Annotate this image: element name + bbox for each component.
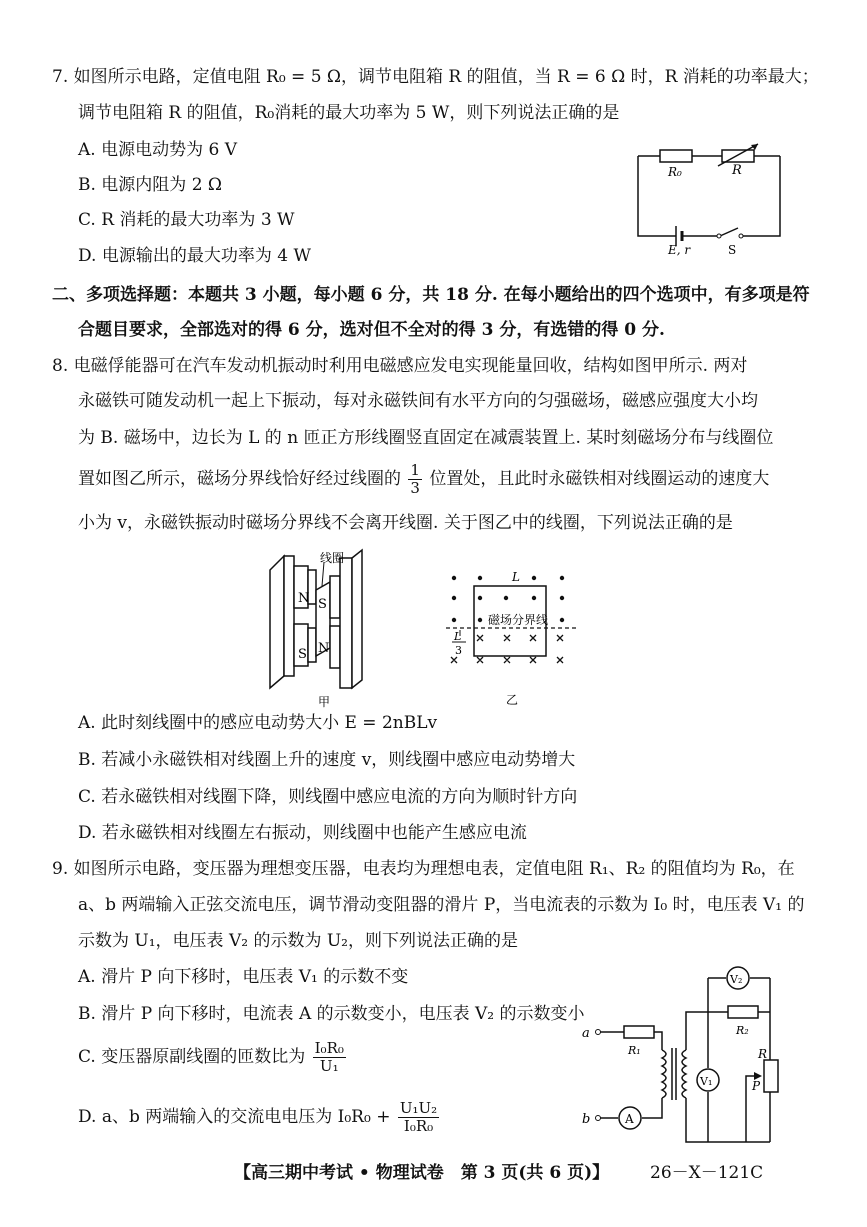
q9-fig-r1-label: R₁ bbox=[628, 1044, 641, 1057]
q7-option-c: C. R 消耗的最大功率为 3 W bbox=[78, 210, 295, 230]
q7-stem-line1: 7. 如图所示电路，定值电阻 R₀ = 5 Ω，调节电阻箱 R 的阻值，当 R = 6 Ω 时，R 消耗的功率最大； bbox=[52, 67, 819, 87]
q7-option-a: A. 电源电动势为 6 V bbox=[78, 140, 237, 160]
q7-stem-line2: 调节电阻箱 R 的阻值，R₀消耗的最大功率为 5 W，则下列说法正确的是 bbox=[78, 103, 620, 123]
q7-option-d: D. 电源输出的最大功率为 4 W bbox=[78, 246, 311, 266]
q8-fig-s-label-top: S bbox=[318, 597, 327, 612]
section2-instructions-line2: 合题目要求，全部选对的得 6 分，选对但不全对的得 3 分，有选错的得 0 分. bbox=[78, 320, 665, 340]
q9-fig-a-terminal: a bbox=[582, 1026, 590, 1041]
q8-stem-line4-part2: 位置处，且此时永磁铁相对线圈运动的速度大 bbox=[429, 469, 770, 489]
q8-figure-jia bbox=[258, 548, 398, 710]
q8-fig-third-num: L bbox=[454, 630, 462, 643]
q9-fig-r-label: R bbox=[758, 1047, 768, 1061]
q8-option-b: B. 若减小永磁铁相对线圈上升的速度 v，则线圈中感应电动势增大 bbox=[78, 750, 576, 770]
q9-fig-v1-meter: V₁ bbox=[700, 1075, 713, 1088]
q8-stem-line5: 小为 v，永磁铁振动时磁场分界线不会离开线圈. 关于图乙中的线圈，下列说法正确的是 bbox=[78, 513, 733, 533]
q7-circuit-diagram bbox=[630, 138, 790, 256]
q8-stem-line1: 8. 电磁俘能器可在汽车发动机振动时利用电磁感应发电实现能量回收，结构如图甲所示. 两对 bbox=[52, 356, 748, 376]
section2-instructions-line1: 二、多项选择题：本题共 3 小题，每小题 6 分，共 18 分. 在每小题给出的四个选项中，有多项是符 bbox=[52, 285, 810, 305]
q9-fig-b-terminal: b bbox=[582, 1112, 591, 1127]
q8-fig-boundary-label: 磁场分界线 bbox=[488, 613, 549, 627]
q8-fig-coil-label: 线圈 bbox=[320, 551, 345, 565]
q9-fig-r2-label: R₂ bbox=[736, 1024, 749, 1037]
q8-stem-line2: 永磁铁可随发动机一起上下振动，每对永磁铁间有水平方向的匀强磁场，磁感应强度大小均 bbox=[78, 391, 758, 411]
q9-option-b: B. 滑片 P 向下移时，电流表 A 的示数变小，电压表 V₂ 的示数变小 bbox=[78, 1004, 585, 1024]
q8-fig-n-label-top: N bbox=[298, 591, 310, 606]
q9-option-c-numerator: I₀R₀ bbox=[314, 1039, 344, 1057]
page-footer-code: 26－X－121C bbox=[650, 1163, 764, 1183]
q8-fraction-denominator: 3 bbox=[410, 479, 420, 497]
q9-option-c-text: C. 变压器原副线圈的匝数比为 bbox=[78, 1047, 306, 1067]
q8-fig-n-label-bottom: N bbox=[318, 641, 330, 656]
q8-fig-s-label-bottom: S bbox=[298, 647, 307, 662]
q8-fig-side-length-label: L bbox=[512, 570, 520, 584]
q7-option-b: B. 电源内阻为 2 Ω bbox=[78, 175, 223, 195]
q8-one-third-fraction bbox=[408, 462, 422, 497]
q9-fig-v2-meter: V₂ bbox=[730, 973, 743, 986]
q8-stem-line3: 为 B. 磁场中，边长为 L 的 n 匝正方形线圈竖直固定在减震装置上. 某时刻磁场分布与线圈位 bbox=[78, 428, 774, 448]
q8-stem-line4 bbox=[78, 462, 769, 497]
q9-option-d bbox=[78, 1100, 441, 1135]
q9-option-c-fraction bbox=[313, 1040, 346, 1075]
q8-figure-yi bbox=[444, 568, 580, 708]
q9-option-c-denominator: U₁ bbox=[319, 1057, 339, 1075]
q7-fig-r-label: R bbox=[732, 163, 742, 178]
q8-fig-third-den: 3 bbox=[455, 644, 462, 657]
q9-stem-line2: a、b 两端输入正弦交流电压，调节滑动变阻器的滑片 P，当电流表的示数为 I₀ 时，电压表 V₁ 的 bbox=[78, 895, 805, 915]
q7-fig-r0-label: R₀ bbox=[668, 165, 682, 179]
q9-option-a: A. 滑片 P 向下移时，电压表 V₁ 的示数不变 bbox=[78, 967, 409, 987]
q7-fig-s-label: S bbox=[728, 243, 737, 256]
q8-option-d: D. 若永磁铁相对线圈左右振动，则线圈中也能产生感应电流 bbox=[78, 823, 527, 843]
q8-fig-jia-caption: 甲 bbox=[318, 695, 331, 709]
q9-option-d-fraction bbox=[398, 1100, 439, 1135]
q9-stem-line1: 9. 如图所示电路，变压器为理想变压器，电表均为理想电表，定值电阻 R₁、R₂ 的阻值均为 R₀，在 bbox=[52, 859, 795, 879]
q9-option-d-text: D. a、b 两端输入的交流电电压为 I₀R₀ + bbox=[78, 1107, 391, 1127]
q8-fig-yi-caption: 乙 bbox=[506, 693, 519, 707]
q8-option-c: C. 若永磁铁相对线圈下降，则线圈中感应电流的方向为顺时针方向 bbox=[78, 787, 578, 807]
q8-stem-line4-part1: 置如图乙所示，磁场分界线恰好经过线圈的 bbox=[78, 469, 401, 489]
q8-fraction-numerator: 1 bbox=[410, 461, 420, 479]
q9-option-d-denominator: I₀R₀ bbox=[403, 1117, 434, 1135]
q9-circuit-diagram bbox=[572, 962, 794, 1150]
q8-option-a: A. 此时刻线圈中的感应电动势大小 E = 2nBLv bbox=[78, 713, 438, 733]
q9-option-d-numerator: U₁U₂ bbox=[399, 1099, 438, 1117]
q9-option-c bbox=[78, 1040, 348, 1075]
q9-fig-p-label: P bbox=[752, 1079, 761, 1093]
page-footer-title: 【高三期中考试 • 物理试卷 第 3 页(共 6 页)】 bbox=[234, 1163, 610, 1183]
q7-fig-er-label: E, r bbox=[668, 243, 691, 256]
q9-fig-ammeter: A bbox=[625, 1112, 634, 1126]
q9-stem-line3: 示数为 U₁，电压表 V₂ 的示数为 U₂，则下列说法正确的是 bbox=[78, 931, 518, 951]
